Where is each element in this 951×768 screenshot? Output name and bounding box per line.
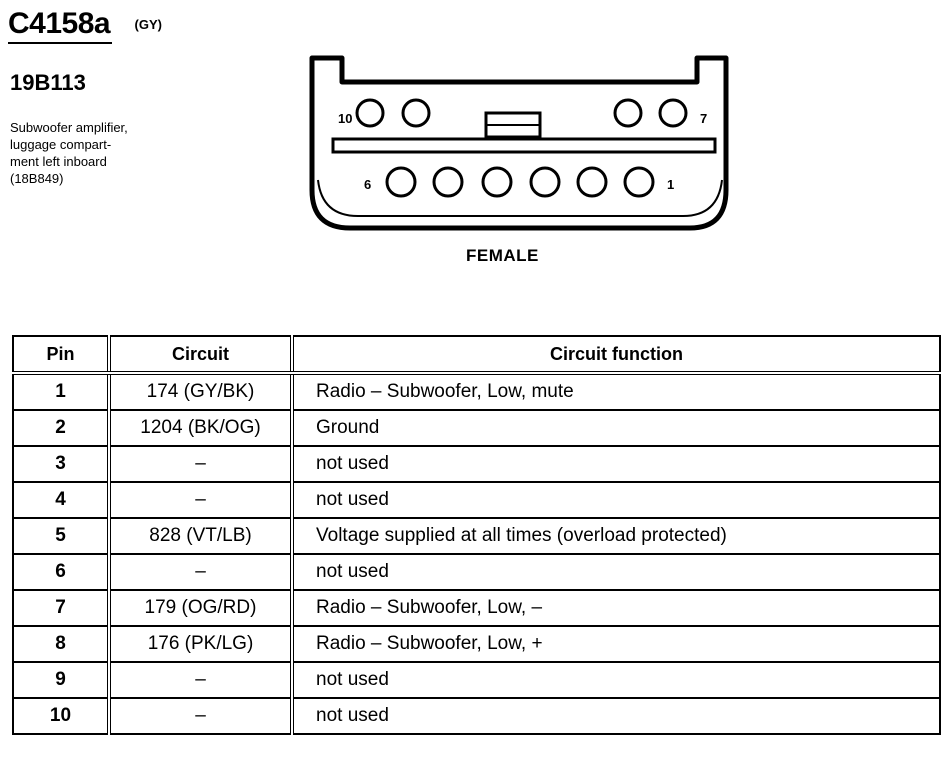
pin-cavity-10 bbox=[357, 100, 383, 126]
pin-label-bottom-left: 6 bbox=[364, 177, 372, 192]
pin-cavity-9 bbox=[403, 100, 429, 126]
connector-inner-contour bbox=[318, 180, 722, 216]
pin-cell: 4 bbox=[13, 482, 109, 518]
pin-cavity-8 bbox=[615, 100, 641, 126]
header-pin: Pin bbox=[13, 336, 109, 373]
pin-cell: 5 bbox=[13, 518, 109, 554]
circuit-cell: 176 (PK/LG) bbox=[109, 626, 292, 662]
table-row bbox=[13, 518, 940, 554]
circuit-cell: 174 (GY/BK) bbox=[109, 373, 292, 410]
pin-cell: 3 bbox=[13, 446, 109, 482]
function-cell: not used bbox=[292, 698, 940, 734]
pin-cell: 1 bbox=[13, 373, 109, 410]
header-circuit: Circuit bbox=[109, 336, 292, 373]
pin-label-top-left: 10 bbox=[338, 111, 353, 126]
circuit-cell: 179 (OG/RD) bbox=[109, 590, 292, 626]
circuit-cell: – bbox=[109, 446, 292, 482]
pin-label-bottom-right: 1 bbox=[667, 177, 675, 192]
pin-cell: 10 bbox=[13, 698, 109, 734]
pin-cavity-6 bbox=[387, 168, 415, 196]
table-row bbox=[13, 446, 940, 482]
connector-key-bar bbox=[333, 139, 715, 152]
table-row bbox=[13, 590, 940, 626]
pin-cavity-3 bbox=[531, 168, 559, 196]
table-row bbox=[13, 698, 940, 734]
pin-cell: 7 bbox=[13, 590, 109, 626]
table-row bbox=[13, 373, 940, 410]
description-line: ment left inboard bbox=[10, 154, 107, 169]
function-cell: not used bbox=[292, 662, 940, 698]
description-line: luggage compart- bbox=[10, 137, 112, 152]
header-circuit-function: Circuit function bbox=[292, 336, 940, 373]
pin-cell: 2 bbox=[13, 410, 109, 446]
function-cell: not used bbox=[292, 446, 940, 482]
pin-cavity-2 bbox=[578, 168, 606, 196]
table-row bbox=[13, 482, 940, 518]
circuit-cell: – bbox=[109, 698, 292, 734]
table-row bbox=[13, 626, 940, 662]
circuit-cell: 828 (VT/LB) bbox=[109, 518, 292, 554]
description-line: (18B849) bbox=[10, 171, 64, 186]
pin-cavity-5 bbox=[434, 168, 462, 196]
pin-cell: 8 bbox=[13, 626, 109, 662]
table-row bbox=[13, 554, 940, 590]
pin-label-top-right: 7 bbox=[700, 111, 708, 126]
function-cell: Ground bbox=[292, 410, 940, 446]
function-cell: Radio – Subwoofer, Low, + bbox=[292, 626, 940, 662]
table-row bbox=[13, 662, 940, 698]
circuit-cell: – bbox=[109, 554, 292, 590]
pin-cavity-1 bbox=[625, 168, 653, 196]
connector-color-code: (GY) bbox=[134, 17, 162, 32]
pin-cell: 6 bbox=[13, 554, 109, 590]
connector-id: C4158a bbox=[8, 6, 112, 44]
circuit-cell: 1204 (BK/OG) bbox=[109, 410, 292, 446]
description-line: Subwoofer amplifier, bbox=[10, 120, 128, 135]
circuit-cell: – bbox=[109, 662, 292, 698]
connector-gender-label: FEMALE bbox=[466, 246, 539, 265]
function-cell: Voltage supplied at all times (overload protected) bbox=[292, 518, 940, 554]
pin-cavity-7 bbox=[660, 100, 686, 126]
function-cell: Radio – Subwoofer, Low, – bbox=[292, 590, 940, 626]
function-cell: not used bbox=[292, 554, 940, 590]
circuit-cell: – bbox=[109, 482, 292, 518]
pin-cavity-4 bbox=[483, 168, 511, 196]
part-number: 19B113 bbox=[10, 70, 86, 95]
function-cell: not used bbox=[292, 482, 940, 518]
pinout-table bbox=[12, 335, 941, 735]
table-header-row bbox=[13, 336, 940, 373]
function-cell: Radio – Subwoofer, Low, mute bbox=[292, 373, 940, 410]
table-row bbox=[13, 410, 940, 446]
pin-cell: 9 bbox=[13, 662, 109, 698]
